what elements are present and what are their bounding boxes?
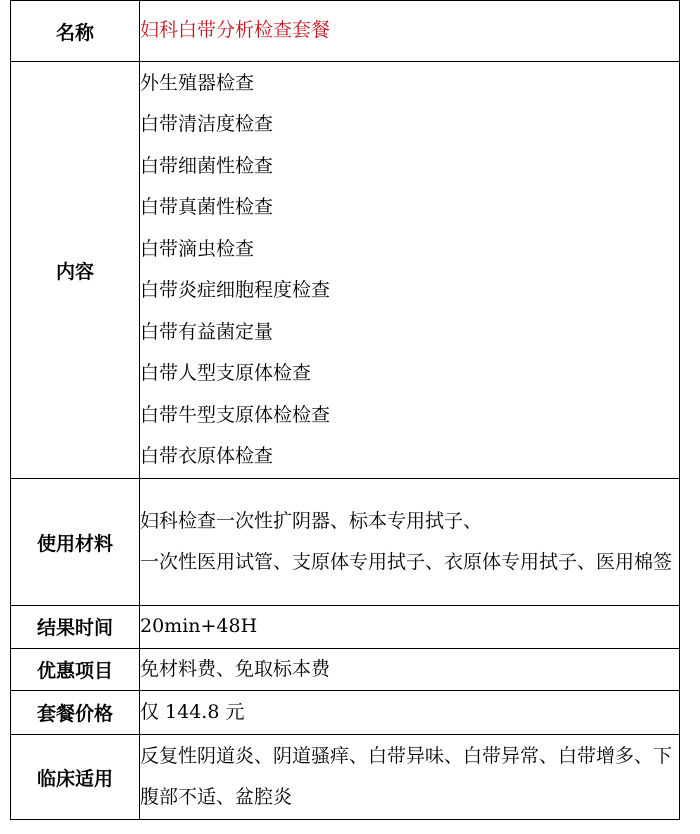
content-item: 白带炎症细胞程度检查 [140,279,331,301]
result-time-label: 结果时间 [11,606,140,649]
clinical-label: 临床适用 [11,735,140,820]
row-name [11,1,680,62]
price-value: 仅 144.8 元 [140,691,680,735]
clinical-value: 反复性阴道炎、阴道骚痒、白带异味、白带异常、白带增多、下腹部不适、盆腔炎 [140,735,680,820]
name-label: 名称 [11,1,140,62]
content-item: 白带清洁度检查 [140,113,274,135]
offer-label: 优惠项目 [11,648,140,691]
row-price [11,691,680,735]
result-time-value: 20min+48H [140,606,680,649]
package-table [10,0,680,820]
content-item: 白带人型支原体检查 [140,362,312,384]
row-content [11,62,680,479]
content-item: 白带真菌性检查 [140,196,274,218]
content-item: 白带牛型支原体检检查 [140,403,331,426]
offer-value: 免材料费、免取标本费 [140,648,680,691]
content-item: 白带细菌性检查 [140,154,274,177]
content-item: 白带滴虫检查 [140,237,255,260]
content-list [140,62,680,479]
content-item: 外生殖器检查 [140,71,255,94]
content-item: 白带有益菌定量 [140,320,274,343]
row-result-time [11,606,680,649]
row-materials [11,479,680,606]
materials-line-1: 妇科检查一次性扩阴器、标本专用拭子、 [140,509,483,532]
materials-line-2: 一次性医用试管、支原体专用拭子、衣原体专用拭子、医用棉签 [140,551,673,573]
materials-value [140,479,680,606]
row-offer [11,648,680,691]
row-clinical [11,735,680,820]
package-name: 妇科白带分析检查套餐 [140,1,680,62]
price-label: 套餐价格 [11,691,140,735]
content-item: 白带衣原体检查 [140,445,274,467]
materials-label: 使用材料 [11,479,140,606]
content-label: 内容 [11,62,140,479]
